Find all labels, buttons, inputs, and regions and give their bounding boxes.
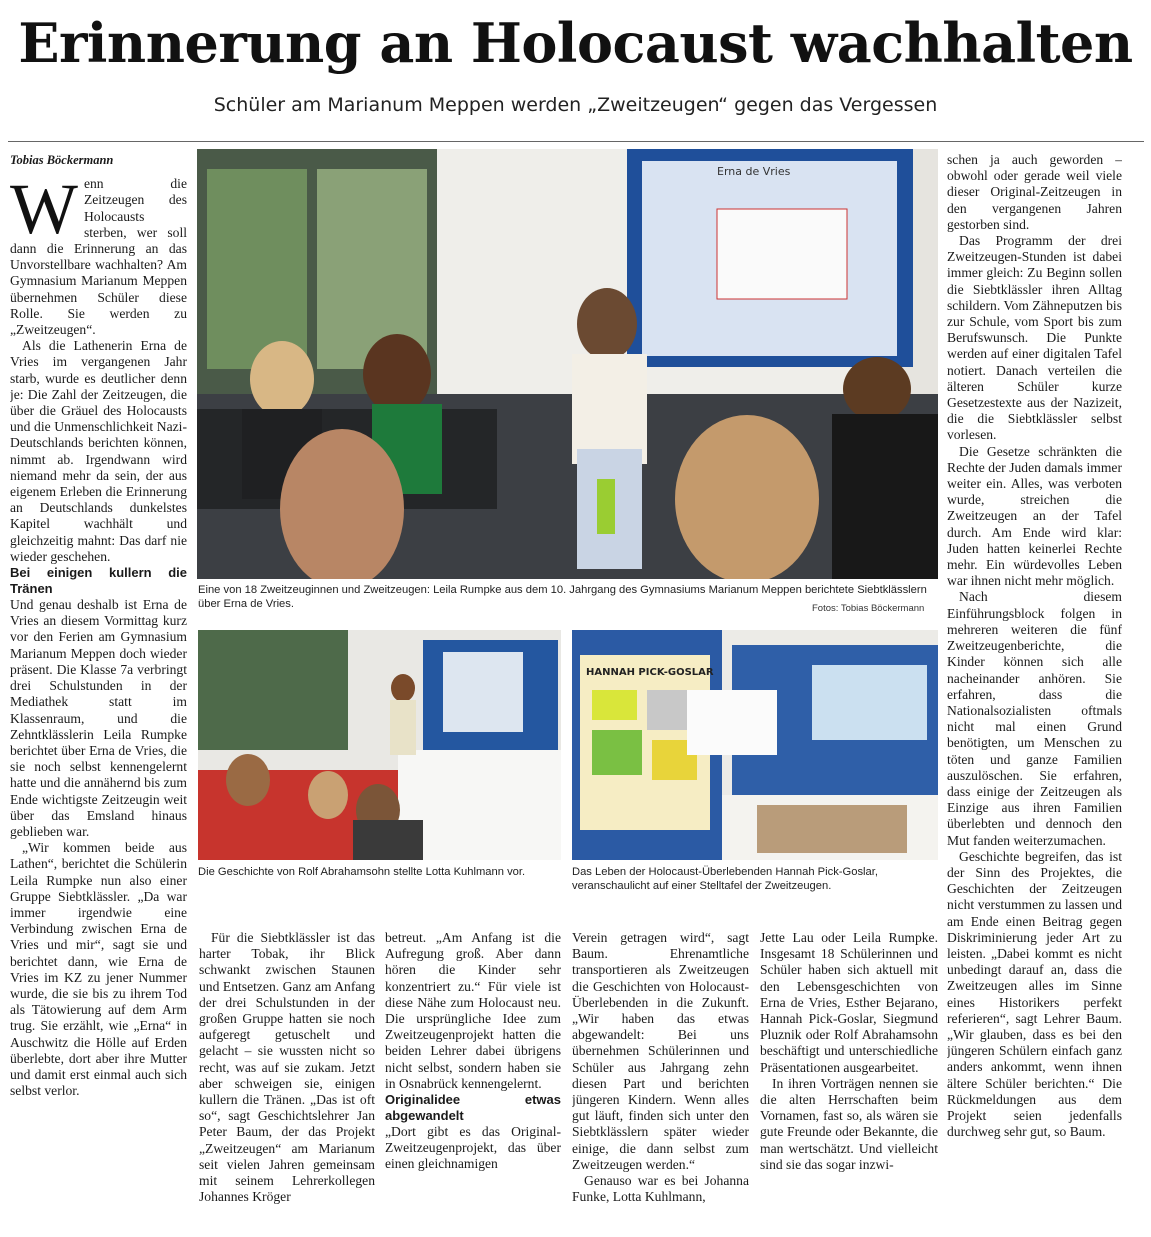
author-byline: Tobias Böckermann (10, 153, 114, 167)
column-5 (760, 930, 938, 1230)
paragraph: Genauso war es bei Johanna Funke, Lotta Kuhlmann, (572, 1173, 749, 1205)
left-photo-caption: Die Geschichte von Rolf Abrahamsohn stellte Lotta Kuhlmann vor. (198, 866, 526, 878)
intro-paragraph: Wenn die Zeitzeugen des Holocausts sterben, wer soll dann die Erinnerung an das Unvorstellbare wachhalten? Am Gymnasium Marianum Meppen übernehmen Schüler diese Rolle. Sie werden zu „Zweitzeugen“. (10, 169, 187, 338)
article-subheadline: Schüler am Marianum Meppen werden „Zweitzeugen“ gegen das Vergessen (213, 94, 938, 116)
poster-title: HANNAH PICK-GOSLAR (586, 667, 714, 678)
header-rule (8, 141, 1144, 142)
paragraph: „Wir kommen beide aus Lathen“, berichtet die Schülerin Leila Rumpke nun also einer Gruppe Siebtklässler. „Da war immer irgendwie eine Verbindung zwischen Erna de Vries und mir“, sagt sie und berichtet dann, wie Erna de Vries im KZ zu jener Nummer wurde, die sie bis zu ihrem Tod als Tätowierung auf dem Arm trug. Sie erzählt, wie „Erna“ in Auschwitz die Hölle auf Erden überlebte, dort aber ihre Mutter und damit erst einmal auch sich selbst verlor. (10, 840, 187, 1099)
photo-credit: Fotos: Tobias Böckermann (812, 603, 925, 614)
paragraph: Verein getragen wird“, sagt Baum. Ehrenamtliche transportieren als Zweitzeugen die Geschichten von Holocaust-Überlebenden in die Zukunft. „Wir haben das etwas abgewandelt: Bei uns übernehmen Schülerinnen und Schüler aus Jahrgang zehn diesen Part und berichten jüngeren Kindern. Wenn alles gut läuft, finden sich unter den Siebtklässlern später wieder einige, die dann selbst zum Zweitzeugen werden.“ (572, 930, 749, 1172)
left-photo (198, 630, 561, 860)
paragraph: Als die Lathenerin Erna de Vries im vergangenen Jahr starb, wurde es deutlicher denn je: Die Zahl der Zeitzeugen, die über die Gräuel des Holocausts und die Unmenschlichkeit Nazi-Deutschlands berichten können, nimmt ab. Irgendwann wird niemand mehr da sein, der aus eigenem Erleben die Erinnerung an Deutschlands dunkelstes Kapitel wachhält und gleichzeitig mahnt: Das darf nie wieder geschehen. (10, 338, 187, 564)
article-headline: Erinnerung an Holocaust wachhalten (18, 11, 1133, 75)
paragraph: Das Programm der drei Zweitzeugen-Stunden ist dabei immer gleich: Zu Beginn sollen die Siebtklässler ihren Alltag schildern. Vom Zähneputzen bis zur Schule, vom Sport bis zum Berufswunsch. Die Punkte werden auf einer digitalen Tafel notiert. Danach verteilen die älteren Schüler kurze Gesetzestexte aus der Nazizeit, die die Siebtklässler selbst vorlesen. (947, 233, 1122, 443)
paragraph: schen ja auch geworden – obwohl oder gerade weil viele dieser Original-Zeitzeugen in den vergangenen Jahren gestorben sind. (947, 152, 1122, 232)
board-label: Erna de Vries (717, 165, 791, 178)
column-2 (199, 930, 375, 1230)
section-subheading: Originalidee etwas abgewandelt (385, 1092, 561, 1124)
column-3 (385, 930, 561, 1230)
paragraph: In ihren Vorträgen nennen sie die alten Herrschaften beim Vornamen, fast so, als wären sie gute Freunde oder Bekannte, die man wertschätzt. Und vielleicht sind sie das sogar inzwi- (760, 1075, 938, 1172)
column-1 (10, 152, 187, 1232)
right-photo-caption: Das Leben der Holocaust-Überlebenden Hannah Pick-Goslar, veranschaulicht auf einer Stelltafel der Zweitzeugen. (572, 866, 878, 892)
paragraph: Für die Siebtklässler ist das harter Tobak, ihr Blick schwankt zwischen Staunen und Entsetzen. Ganz am Anfang der drei Schulstunden in der großen Gruppe hatten sie noch aufgeregt getuschelt und gelacht – sie wussten nicht so recht, was auf sie zukam. Jetzt aber schweigen sie, einigen kullern die Tränen. „Das ist oft so“, sagt Geschichtslehrer Jan Peter Baum, der das Projekt „Zweitzeugen“ am Marianum seit vielen Jahren gemeinsam mit seinem Lehrerkollegen Johannes Kröger (199, 930, 375, 1205)
column-6 (947, 152, 1122, 1232)
paragraph: Und genau deshalb ist Erna de Vries an diesem Vormittag kurz vor den Ferien am Gymnasium Marianum Meppen doch wieder präsent. Die Klasse 7a verbringt drei Schulstunden in der Mediathek statt im Klassenraum, und die Zehntklässlerin Leila Rumpke berichtet über Erna de Vries, die sie noch selbst kennengelernt hatte und die annähernd bis zum Ende wichtigste Zeitzeugin weit über das Emsland hinaus geblieben war. (10, 597, 187, 839)
main-photo-caption: Eine von 18 Zweitzeuginnen und Zweitzeugen: Leila Rumpke aus dem 10. Jahrgang des Gymnasiums Marianum Meppen berichtete Siebtklässlern über Erna de Vries. (198, 584, 927, 610)
paragraph: betreut. „Am Anfang ist die Aufregung groß. Aber dann hören die Kinder sehr konzentriert zu.“ Für viele ist diese Nähe zum Holocaust neu. Die ursprüngliche Idee zum Zweitzeugenprojekt hatten die beiden Lehrer dabei übrigens nicht selbst, sondern haben sie in Osnabrück kennengelernt. (385, 930, 561, 1091)
paragraph: Nach diesem Einführungsblock folgen in mehreren weiteren die fünf Zweitzeugenberichte, die Kinder können sich alle nacheinander anhören. Sie erfahren, dass die Nationalsozialisten oftmals nicht mal einen Grund benötigten, um Menschen zu töten und ganze Familien auszulöschen. Sie erfahren, dass einige der Zeitzeugen als Einzige aus ihren Familien überlebten und dennoch den Mut fanden weiterzumachen. (947, 589, 1122, 848)
main-photo (197, 149, 938, 579)
paragraph: Jette Lau oder Leila Rumpke. Insgesamt 18 Schülerinnen und Schüler haben sich aktuell mit den Lebensgeschichten von Erna de Vries, Esther Bejarano, Hannah Pick-Goslar, Siegmund Pluznik oder Rolf Abrahamsohn beschäftigt und unterschiedliche Präsentationen ausgearbeitet. (760, 930, 938, 1075)
right-photo (572, 630, 938, 860)
paragraph: Geschichte begreifen, das ist der Sinn des Projektes, die Geschichten der Zeitzeugen nicht verstummen zu lassen und am Ende einen Beitrag gegen Diskriminierung jeder Art zu leisten. „Dabei kommt es nicht unbedingt darauf an, dass die Zweitzeugen alles im Sinne eines Historikers perfekt referieren“, sagt Lehrer Baum. „Wir glauben, dass es bei den jüngeren Schülern einfach ganz anders ankommt, wenn ihnen ältere Schüler berichten.“ Die Rückmeldungen aus dem Projekt seien jedenfalls durchweg sehr gut, so Baum. (947, 848, 1122, 1140)
paragraph: Die Gesetze schränkten die Rechte der Juden damals immer weiter ein. Alles, was verboten wurde, streichen die Zweitzeugen an der Tafel durch. Am Ende wird klar: Juden hatten keinerlei Rechte mehr. Ein würdevolles Leben war ihnen nicht mehr möglich. (947, 443, 1122, 589)
paragraph: „Dort gibt es das Original-Zweitzeugenprojekt, das über einen gleichnamigen (385, 1124, 561, 1172)
section-subheading: Bei einigen kullern die Tränen (10, 565, 187, 597)
drop-cap: W (10, 169, 78, 250)
column-4 (572, 930, 749, 1230)
